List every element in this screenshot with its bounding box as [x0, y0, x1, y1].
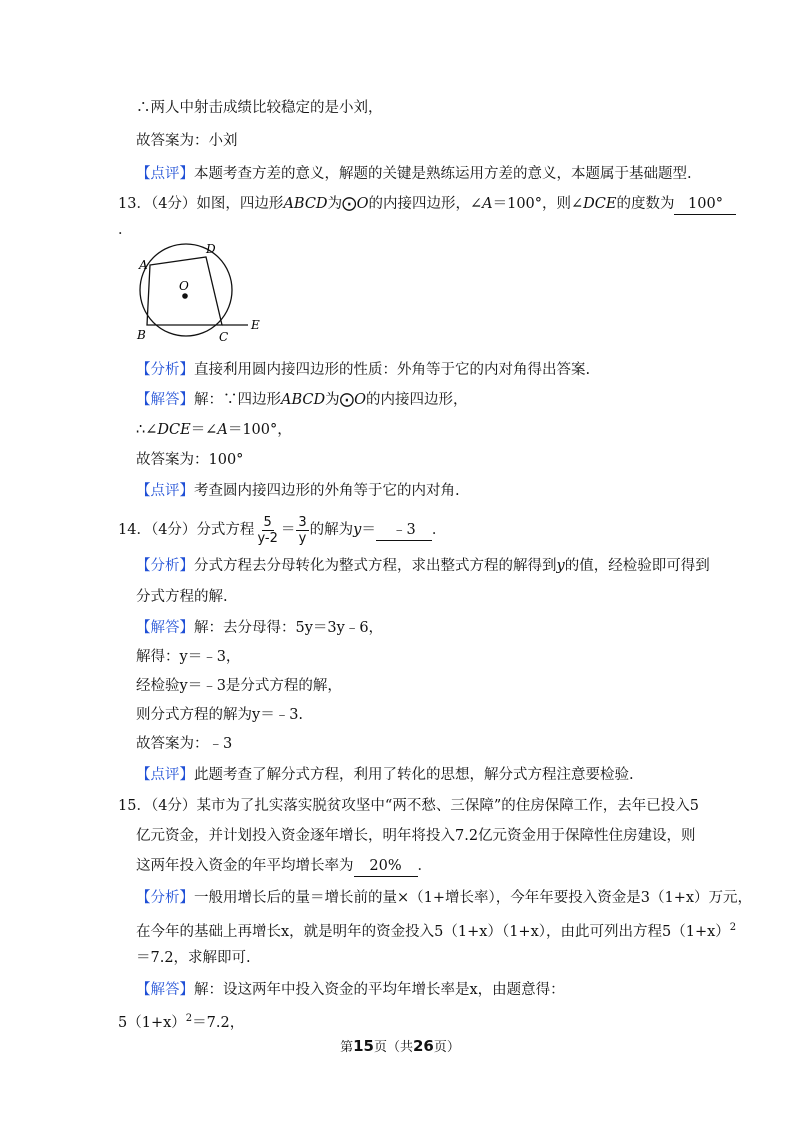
- question-13-stem: [118, 194, 736, 215]
- solution-line: [118, 1009, 244, 1033]
- review-tag: 【点评】: [136, 767, 194, 783]
- stem-text: ＝: [361, 522, 376, 538]
- fraction-denominator: y-2: [257, 530, 278, 546]
- text-line: ∴两人中射击成绩比较稳定的是小刘，: [136, 100, 383, 116]
- center-dot: [182, 293, 188, 299]
- answer-blank: 20%: [354, 856, 418, 877]
- stem-text: 为⨀: [327, 196, 357, 212]
- fraction-numerator: 5: [263, 514, 272, 530]
- page-number: 15: [353, 1037, 374, 1055]
- solution-text: ＝100°，: [227, 422, 292, 438]
- label-d: D: [206, 242, 216, 256]
- analysis-text: 分式方程去分母转化为整式方程，求出整式方程的解得到: [194, 558, 557, 574]
- question-score: （4分）: [150, 798, 197, 814]
- stem-var: ABCD: [283, 196, 328, 212]
- stem-text: 的内接四边形，∠: [368, 196, 483, 212]
- question-score: （4分）: [150, 196, 197, 212]
- footer-text: 页）: [433, 1040, 460, 1055]
- answer-blank: 100°: [674, 194, 736, 215]
- solution-line: [136, 618, 383, 638]
- stem-text: 亿元资金，并计划投入资金逐年增长，明年将投入7.2亿元资金用于保障性住房建设，则: [136, 828, 696, 844]
- fraction-numerator: 3: [298, 514, 307, 530]
- stem-text: ．: [431, 522, 447, 538]
- label-o: O: [179, 279, 189, 293]
- analysis-line: [136, 918, 736, 942]
- superscript: 2: [185, 1013, 193, 1024]
- analysis-tag: 【分析】: [136, 362, 194, 378]
- solution-tag: 【解答】: [136, 392, 194, 408]
- stem-text: 的度数为: [616, 196, 675, 212]
- solution-text: ∴∠: [136, 422, 158, 438]
- solution-var: O: [354, 392, 367, 408]
- solution-line: 则分式方程的解为y＝﹣3.: [136, 707, 304, 723]
- analysis-var: y: [556, 558, 565, 574]
- solution-text: 5（1+x）: [118, 1015, 186, 1031]
- footer-text: 第: [340, 1040, 354, 1055]
- review-line: [136, 164, 692, 184]
- question-number: 14．: [118, 522, 151, 538]
- stem-text: ．: [417, 858, 432, 874]
- solution-text: 为⨀: [325, 392, 355, 408]
- review-tag: 【点评】: [136, 483, 194, 499]
- label-a: A: [139, 258, 148, 272]
- review-line: [136, 765, 634, 785]
- solution-text: 解：∵四边形: [194, 392, 281, 408]
- solution-line: [136, 420, 292, 440]
- stem-line: [136, 856, 432, 877]
- fraction-denominator: y: [298, 530, 307, 546]
- solution-line: 故答案为：100°: [136, 452, 244, 468]
- circle-quadrilateral-figure: [132, 240, 272, 346]
- solution-tag: 【解答】: [136, 620, 194, 636]
- text-line: 故答案为：小刘: [136, 133, 238, 149]
- stem-text: ＝100°，则∠: [492, 196, 584, 212]
- solution-text: ＝7.2，: [192, 1015, 245, 1031]
- footer-text: 页（共: [373, 1040, 413, 1055]
- stem-text: 如图，四边形: [196, 196, 284, 212]
- analysis-tag: 【分析】: [136, 558, 194, 574]
- solution-line: [136, 980, 565, 1000]
- solution-text: 解：设这两年中投入资金的平均年增长率是x，由题意得：: [194, 982, 565, 998]
- stem-text: 某市为了扎实落实脱贫攻坚中“两不愁、三保障”的住房保障工作，去年已投入5: [196, 798, 699, 814]
- solution-line: 故答案为：﹣3: [136, 736, 233, 752]
- solution-var: ABCD: [281, 392, 326, 408]
- analysis-text: 在今年的基础上再增长x，就是明年的资金投入5（1+x）（1+x），由此可列出方程5（1+x）: [136, 924, 730, 940]
- solution-var: A: [217, 422, 228, 438]
- stem-var: DCE: [583, 196, 617, 212]
- analysis-line: [136, 888, 752, 908]
- stem-var: A: [482, 196, 493, 212]
- review-text: 此题考查了解分式方程，利用了转化的思想，解分式方程注意要检验.: [194, 767, 634, 783]
- analysis-line: ＝7.2，求解即可.: [136, 950, 251, 966]
- answer-blank: ﹣3: [376, 520, 432, 541]
- label-b: B: [137, 328, 146, 342]
- analysis-text: 一般用增长后的量＝增长前的量×（1+增长率），今年年要投入资金是3（1+x）万元，: [194, 890, 753, 906]
- stem-text: 分式方程: [196, 522, 255, 538]
- stem-text: 的解为: [309, 522, 354, 538]
- analysis-text: 的值，经检验即可得到: [564, 558, 710, 574]
- stem-end: ．: [118, 222, 133, 238]
- stem-text: ＝: [280, 522, 296, 538]
- label-e: E: [251, 318, 260, 332]
- solution-text: 的内接四边形，: [366, 392, 468, 408]
- solution-text: 解：去分母得：5y＝3y﹣6，: [194, 620, 384, 636]
- analysis-line: [136, 556, 710, 576]
- question-15-stem: [118, 796, 699, 816]
- question-score: （4分）: [150, 522, 197, 538]
- analysis-line: [136, 360, 590, 380]
- page-footer: [0, 1036, 800, 1055]
- review-line: [136, 481, 460, 501]
- solution-line: 解得：y＝﹣3，: [136, 649, 241, 665]
- fraction: [255, 515, 279, 546]
- analysis-text: 直接利用圆内接四边形的性质：外角等于它的内对角得出答案.: [194, 362, 591, 378]
- stem-var: y: [353, 522, 362, 538]
- solution-line: [136, 390, 468, 410]
- solution-text: ＝∠: [190, 422, 218, 438]
- label-c: C: [219, 330, 229, 344]
- analysis-line: 分式方程的解.: [136, 589, 228, 605]
- question-14-stem: [118, 514, 446, 546]
- review-text: 本题考查方差的意义，解题的关键是熟练运用方差的意义，本题属于基础题型.: [194, 166, 692, 182]
- page-total: 26: [413, 1037, 434, 1055]
- analysis-tag: 【分析】: [136, 890, 194, 906]
- fraction: [296, 515, 308, 546]
- solution-var: DCE: [157, 422, 191, 438]
- stem-var: O: [356, 196, 369, 212]
- solution-line: 经检验y＝﹣3是分式方程的解，: [136, 678, 342, 694]
- question-number: 15．: [118, 798, 151, 814]
- stem-text: 这两年投入资金的年平均增长率为: [136, 858, 354, 874]
- review-text: 考查圆内接四边形的外角等于它的内对角.: [194, 483, 460, 499]
- question-number: 13．: [118, 196, 151, 212]
- solution-tag: 【解答】: [136, 982, 194, 998]
- review-tag: 【点评】: [136, 166, 194, 182]
- superscript: 2: [729, 922, 737, 933]
